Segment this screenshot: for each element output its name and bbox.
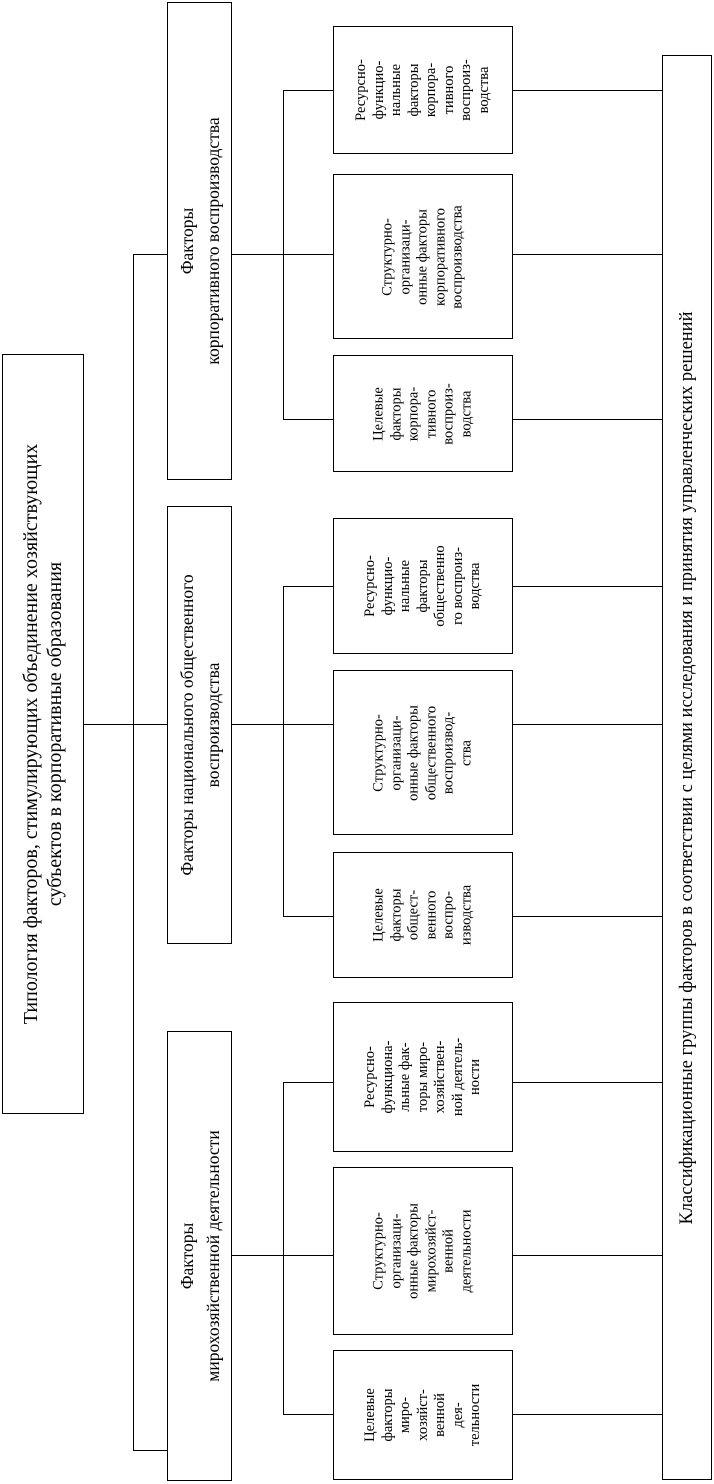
branch-line-group-3 [133,254,167,255]
group-box-2 [167,506,232,944]
group-2-child-line [283,916,333,917]
leaf-to-bottom-line [512,916,662,917]
group-2-child-line [283,586,333,587]
leaf-label: Структурно- организаци- онные факторы общественного воспроизвод- ства [370,704,474,801]
leaf-to-bottom-line [512,419,662,420]
group-3-child-trunk [283,90,284,420]
leaf-box-group-1-targets [333,1350,513,1480]
group-3-child-line [283,419,333,420]
group-1-child-trunk [283,1082,284,1415]
leaf-to-bottom-line [512,724,662,725]
root-box [2,354,84,1114]
leaf-label: Ресурсно- функцио- нальные факторы общественно го воспроиз- водства [361,545,483,627]
group-3-label: Факторы корпоративного воспроизводства [176,117,223,365]
leaf-label: Целевые факторы общест- венного воспро- изводства [370,884,474,946]
leaf-to-bottom-line [512,90,662,91]
leaf-box-group-3-structural [333,174,513,339]
leaf-label: Структурно- организаци- онные факторы корпоративного воспроизводства [379,204,466,309]
leaf-box-group-2-structural [333,670,513,835]
classification-label: Классификационные группы факторов в соответствии с целями исследования и принятия управленческих решений [677,311,697,1225]
leaf-to-bottom-line [512,1082,662,1083]
leaf-label: Целевые факторы корпора- тивного воспроиз- водства [370,382,474,445]
group-3-child-line [283,90,333,91]
group-box-1 [167,1031,232,1481]
leaf-to-bottom-line [512,1414,662,1415]
leaf-label: Ресурсно- функцио- нальные факторы корпора- тивного воспроиз- водства [353,59,492,121]
leaf-box-group-1-resource [333,1002,513,1152]
root-label: Типология факторов, стимулирующих объединение хозяйствующих субъектов в корпоративные образования [20,443,66,1025]
group-1-out-line [230,1255,333,1256]
branch-line-group-2 [133,724,167,725]
group-box-3 [167,2,232,480]
group-1-label: Факторы мирохозяйственной деятельности [176,1130,223,1382]
leaf-to-bottom-line [512,1255,662,1256]
leaf-label: Структурно- организаци- онные факторы мирохозяйст- венной деятельности [370,1203,474,1299]
group-1-child-line [283,1082,333,1083]
leaf-to-bottom-line [512,586,662,587]
group-1-child-line [283,1414,333,1415]
leaf-label: Ресурсно- функциона- льные фак- торы миро- хозяйствен- ной деятель- ности [361,1037,483,1117]
group-2-label: Факторы национального общественного воспроизводства [176,574,223,876]
branch-line-group-1 [133,1450,167,1451]
classification-bar [662,55,712,1480]
leaf-to-bottom-line [512,254,662,255]
root-to-groups-line [84,724,134,725]
leaf-box-group-3-targets [333,355,513,472]
leaf-box-group-2-resource [333,518,513,654]
leaf-box-group-1-structural [333,1167,513,1335]
leaf-box-group-2-targets [333,852,513,978]
groups-trunk-line [133,254,134,1451]
leaf-box-group-3-resource [333,26,513,154]
group-2-child-trunk [283,586,284,917]
leaf-label: Целевые факторы миро- хозяйст- венной дея- тельности [361,1383,483,1447]
